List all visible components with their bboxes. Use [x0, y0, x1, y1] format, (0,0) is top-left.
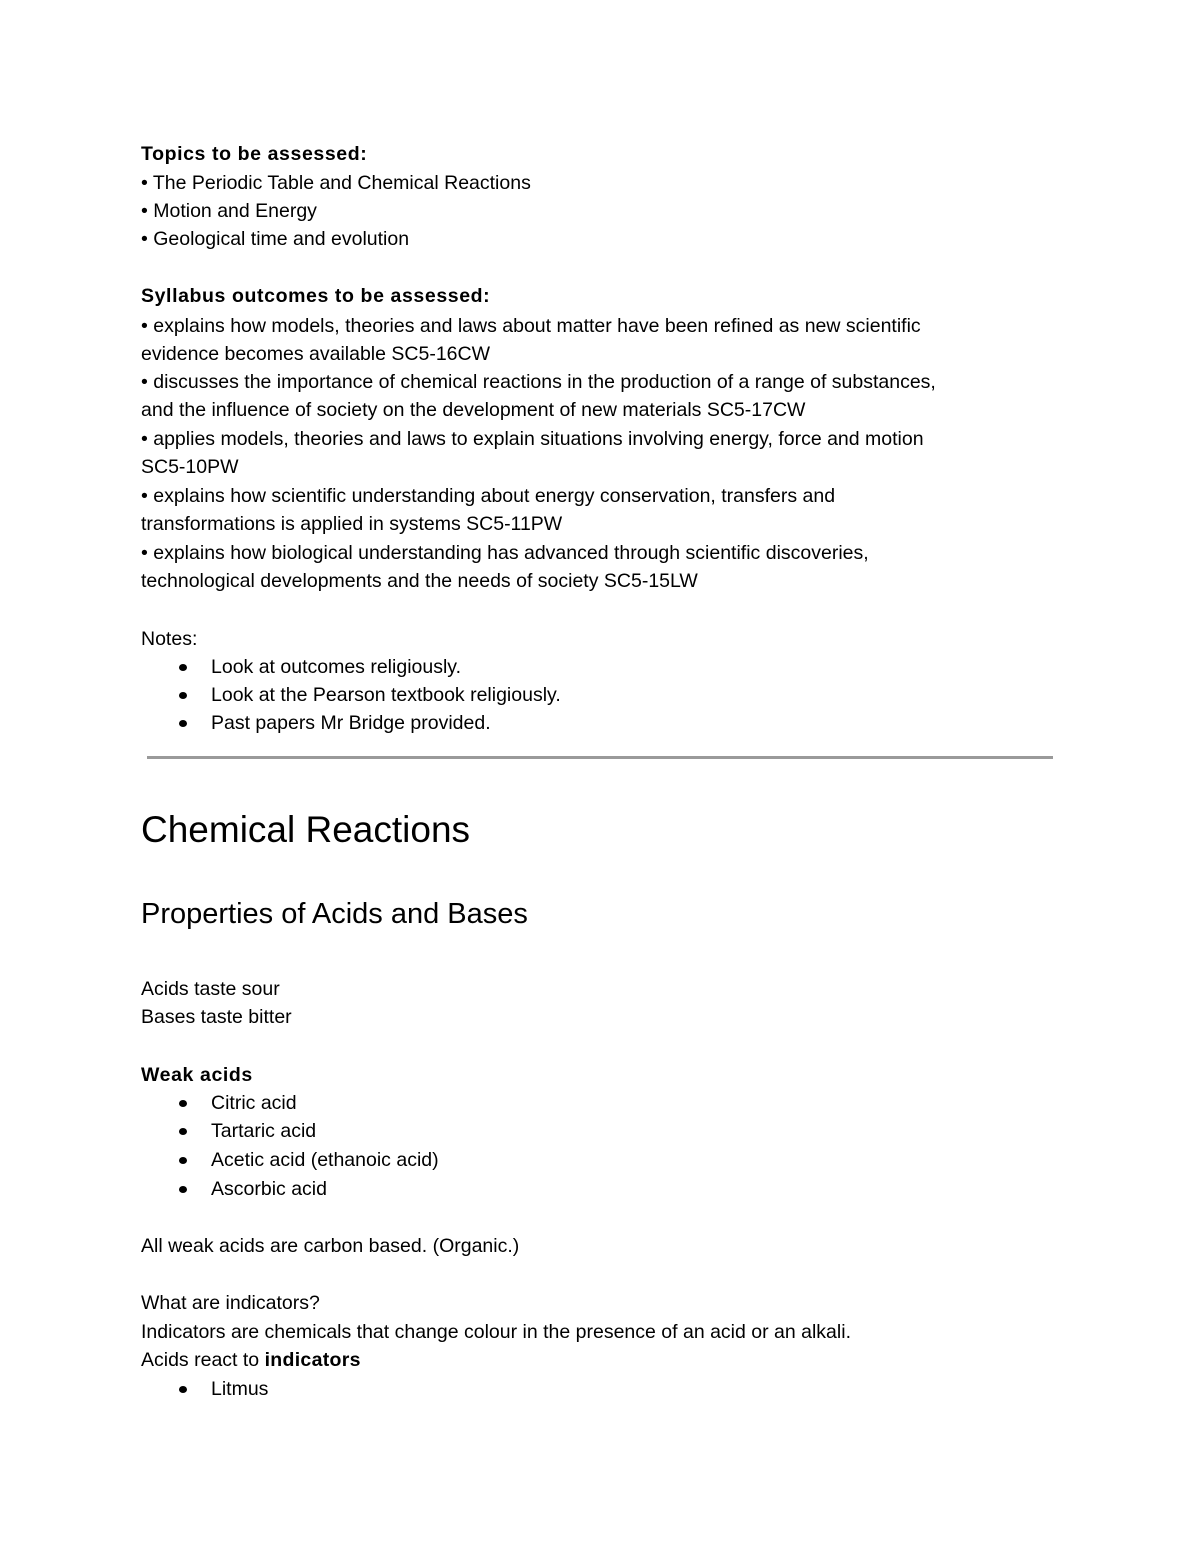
topic-item: • Motion and Energy	[141, 200, 317, 222]
taste-line: Acids taste sour	[141, 978, 280, 1000]
section-title: Chemical Reactions	[141, 809, 471, 850]
syllabus-line: and the influence of society on the development of new materials SC5-17CW	[141, 399, 806, 421]
bullet-icon	[179, 720, 187, 727]
weak-acid-text: Citric acid	[211, 1092, 297, 1114]
horizontal-divider	[147, 756, 1053, 759]
indicator-react-bold: indicators	[264, 1349, 361, 1371]
taste-line: Bases taste bitter	[141, 1006, 292, 1028]
weak-acid-text: Ascorbic acid	[211, 1178, 327, 1200]
syllabus-line: transformations is applied in systems SC5-11PW	[141, 513, 563, 535]
indicator-definition: Indicators are chemicals that change colour in the presence of an acid or an alkali.	[141, 1321, 851, 1343]
topic-item: • Geological time and evolution	[141, 228, 410, 250]
topics-heading: Topics to be assessed:	[141, 143, 368, 165]
topic-item: • The Periodic Table and Chemical Reactions	[141, 172, 531, 194]
bullet-icon	[179, 664, 187, 671]
bullet-icon	[179, 1157, 187, 1164]
weak-acid-text: Tartaric acid	[211, 1120, 317, 1142]
organic-note: All weak acids are carbon based. (Organic.)	[141, 1235, 520, 1257]
weak-acid-text: Acetic acid (ethanoic acid)	[211, 1149, 439, 1171]
syllabus-line: technological developments and the needs of society SC5-15LW	[141, 570, 698, 592]
syllabus-line: • explains how scientific understanding about energy conservation, transfers and	[141, 485, 836, 507]
syllabus-line: • discusses the importance of chemical reactions in the production of a range of substances,	[141, 371, 936, 393]
notes-label: Notes:	[141, 628, 198, 650]
bullet-icon	[179, 692, 187, 699]
syllabus-heading: Syllabus outcomes to be assessed:	[141, 285, 491, 307]
syllabus-line: • explains how biological understanding has advanced through scientific discoveries,	[141, 542, 869, 564]
bullet-icon	[179, 1386, 187, 1393]
notes-item-text: Past papers Mr Bridge provided.	[211, 712, 491, 734]
section-subtitle: Properties of Acids and Bases	[141, 898, 528, 930]
indicator-question: What are indicators?	[141, 1292, 320, 1314]
weak-acids-heading: Weak acids	[141, 1064, 253, 1086]
syllabus-line: evidence becomes available SC5-16CW	[141, 343, 491, 365]
bullet-icon	[179, 1186, 187, 1193]
notes-item-text: Look at outcomes religiously.	[211, 656, 462, 678]
syllabus-line: • explains how models, theories and laws about matter have been refined as new scientific	[141, 315, 921, 337]
syllabus-line: • applies models, theories and laws to explain situations involving energy, force and motion	[141, 428, 924, 450]
indicator-react-line	[141, 1346, 361, 1374]
syllabus-line: SC5-10PW	[141, 456, 239, 478]
bullet-icon	[179, 1100, 187, 1107]
bullet-icon	[179, 1128, 187, 1135]
notes-item-text: Look at the Pearson textbook religiously.	[211, 684, 561, 706]
indicator-item-text: Litmus	[211, 1378, 269, 1400]
indicator-react-prefix: Acids react to	[141, 1349, 265, 1371]
